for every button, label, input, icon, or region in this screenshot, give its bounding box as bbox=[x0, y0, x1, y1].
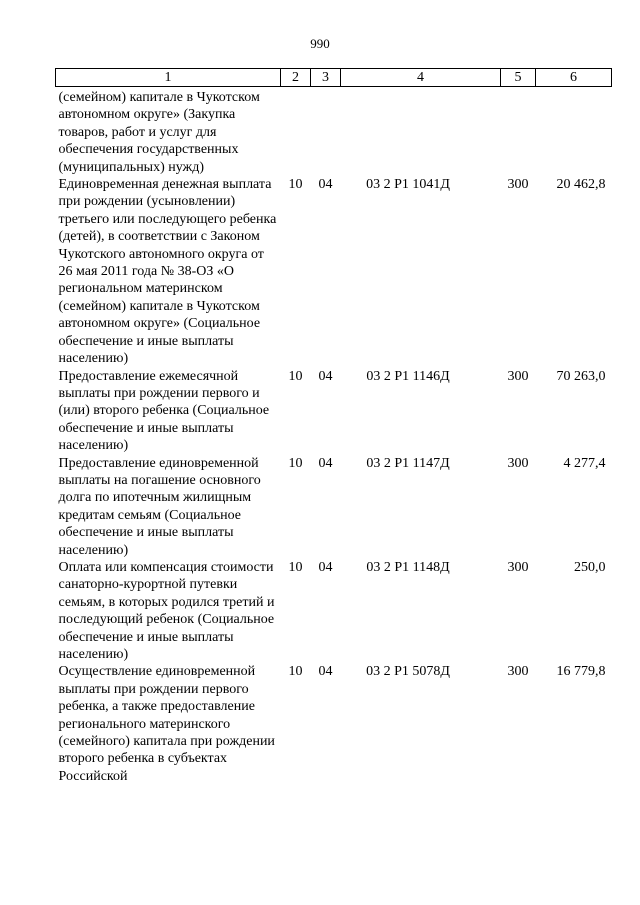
target-article-code: 03 2 Р1 1146Д bbox=[366, 368, 450, 384]
column-header: 6 bbox=[536, 69, 612, 87]
section-code: 10 bbox=[288, 664, 303, 680]
expense-type-code: 300 bbox=[507, 559, 529, 575]
table-row bbox=[56, 87, 612, 177]
expense-name: Предоставление единовременной выплаты на погашение основного долга по ипотечным жилищным кредитам семьям (Социальное обеспечение и иные выплаты населению) bbox=[58, 455, 261, 558]
table-row bbox=[56, 455, 612, 559]
column-header: 3 bbox=[311, 69, 341, 87]
subsection-code: 04 bbox=[318, 455, 333, 471]
subsection-code: 04 bbox=[318, 559, 333, 575]
column-header: 4 bbox=[341, 69, 501, 87]
budget-table bbox=[55, 68, 612, 785]
expense-name: Предоставление ежемесячной выплаты при рождении первого и (или) второго ребенка (Социальное обеспечение и иные выплаты населению) bbox=[58, 368, 270, 454]
column-header: 2 bbox=[281, 69, 311, 87]
expense-name: Оплата или компенсация стоимости санаторно-курортной путевки семьям, в которых родился третий и последующий ребенок (Социальное обеспечение и иные выплаты населению) bbox=[58, 559, 275, 662]
section-code: 10 bbox=[288, 177, 303, 193]
table-row bbox=[56, 559, 612, 663]
amount: 20 462,8 bbox=[556, 177, 606, 193]
amount: 4 277,4 bbox=[563, 455, 606, 471]
column-header: 1 bbox=[56, 69, 281, 87]
amount bbox=[536, 87, 612, 177]
amount: 250,0 bbox=[574, 559, 606, 575]
expense-type-code: 300 bbox=[507, 177, 529, 193]
expense-type-code: 300 bbox=[507, 368, 529, 384]
amount: 16 779,8 bbox=[556, 664, 606, 680]
section-code: 10 bbox=[288, 559, 303, 575]
column-header: 5 bbox=[501, 69, 536, 87]
table-row bbox=[56, 176, 612, 367]
target-article-code: 03 2 Р1 1147Д bbox=[366, 455, 450, 471]
amount: 70 263,0 bbox=[556, 368, 606, 384]
table-row bbox=[56, 368, 612, 455]
page-number: 990 bbox=[310, 36, 330, 51]
section-code bbox=[281, 87, 311, 177]
target-article-code: 03 2 Р1 1148Д bbox=[366, 559, 450, 575]
subsection-code: 04 bbox=[318, 177, 333, 193]
target-article-code: 03 2 Р1 5078Д bbox=[366, 664, 450, 680]
target-article-code: 03 2 Р1 1041Д bbox=[366, 177, 450, 193]
target-article-code bbox=[341, 87, 501, 177]
section-code: 10 bbox=[288, 455, 303, 471]
expense-name: Единовременная денежная выплата при рождении (усыновлении) третьего или последующего ребенка (детей), в соответствии с Законом Чукотского автономного округа от 26 мая 2011 года № 38-ОЗ «О региональном материнском (семейном) капитале в Чукотском автономном округе» (Социальное обеспечение и иные выплаты населению) bbox=[58, 177, 277, 367]
table-row bbox=[56, 663, 612, 785]
expense-type-code: 300 bbox=[507, 664, 529, 680]
expense-type-code: 300 bbox=[507, 455, 529, 471]
subsection-code bbox=[311, 87, 341, 177]
subsection-code: 04 bbox=[318, 664, 333, 680]
section-code: 10 bbox=[288, 368, 303, 384]
expense-name: (семейном) капитале в Чукотском автономном округе» (Закупка товаров, работ и услуг для обеспечения государственных (муниципальных) нужд) bbox=[58, 90, 260, 175]
subsection-code: 04 bbox=[318, 368, 333, 384]
expense-type-code bbox=[501, 87, 536, 177]
table-header-row bbox=[56, 69, 612, 87]
expense-name: Осуществление единовременной выплаты при рождении первого ребенка, а также предоставление регионального материнского (семейного) капитала при рождении второго ребенка в субъектах Российской bbox=[58, 664, 275, 784]
